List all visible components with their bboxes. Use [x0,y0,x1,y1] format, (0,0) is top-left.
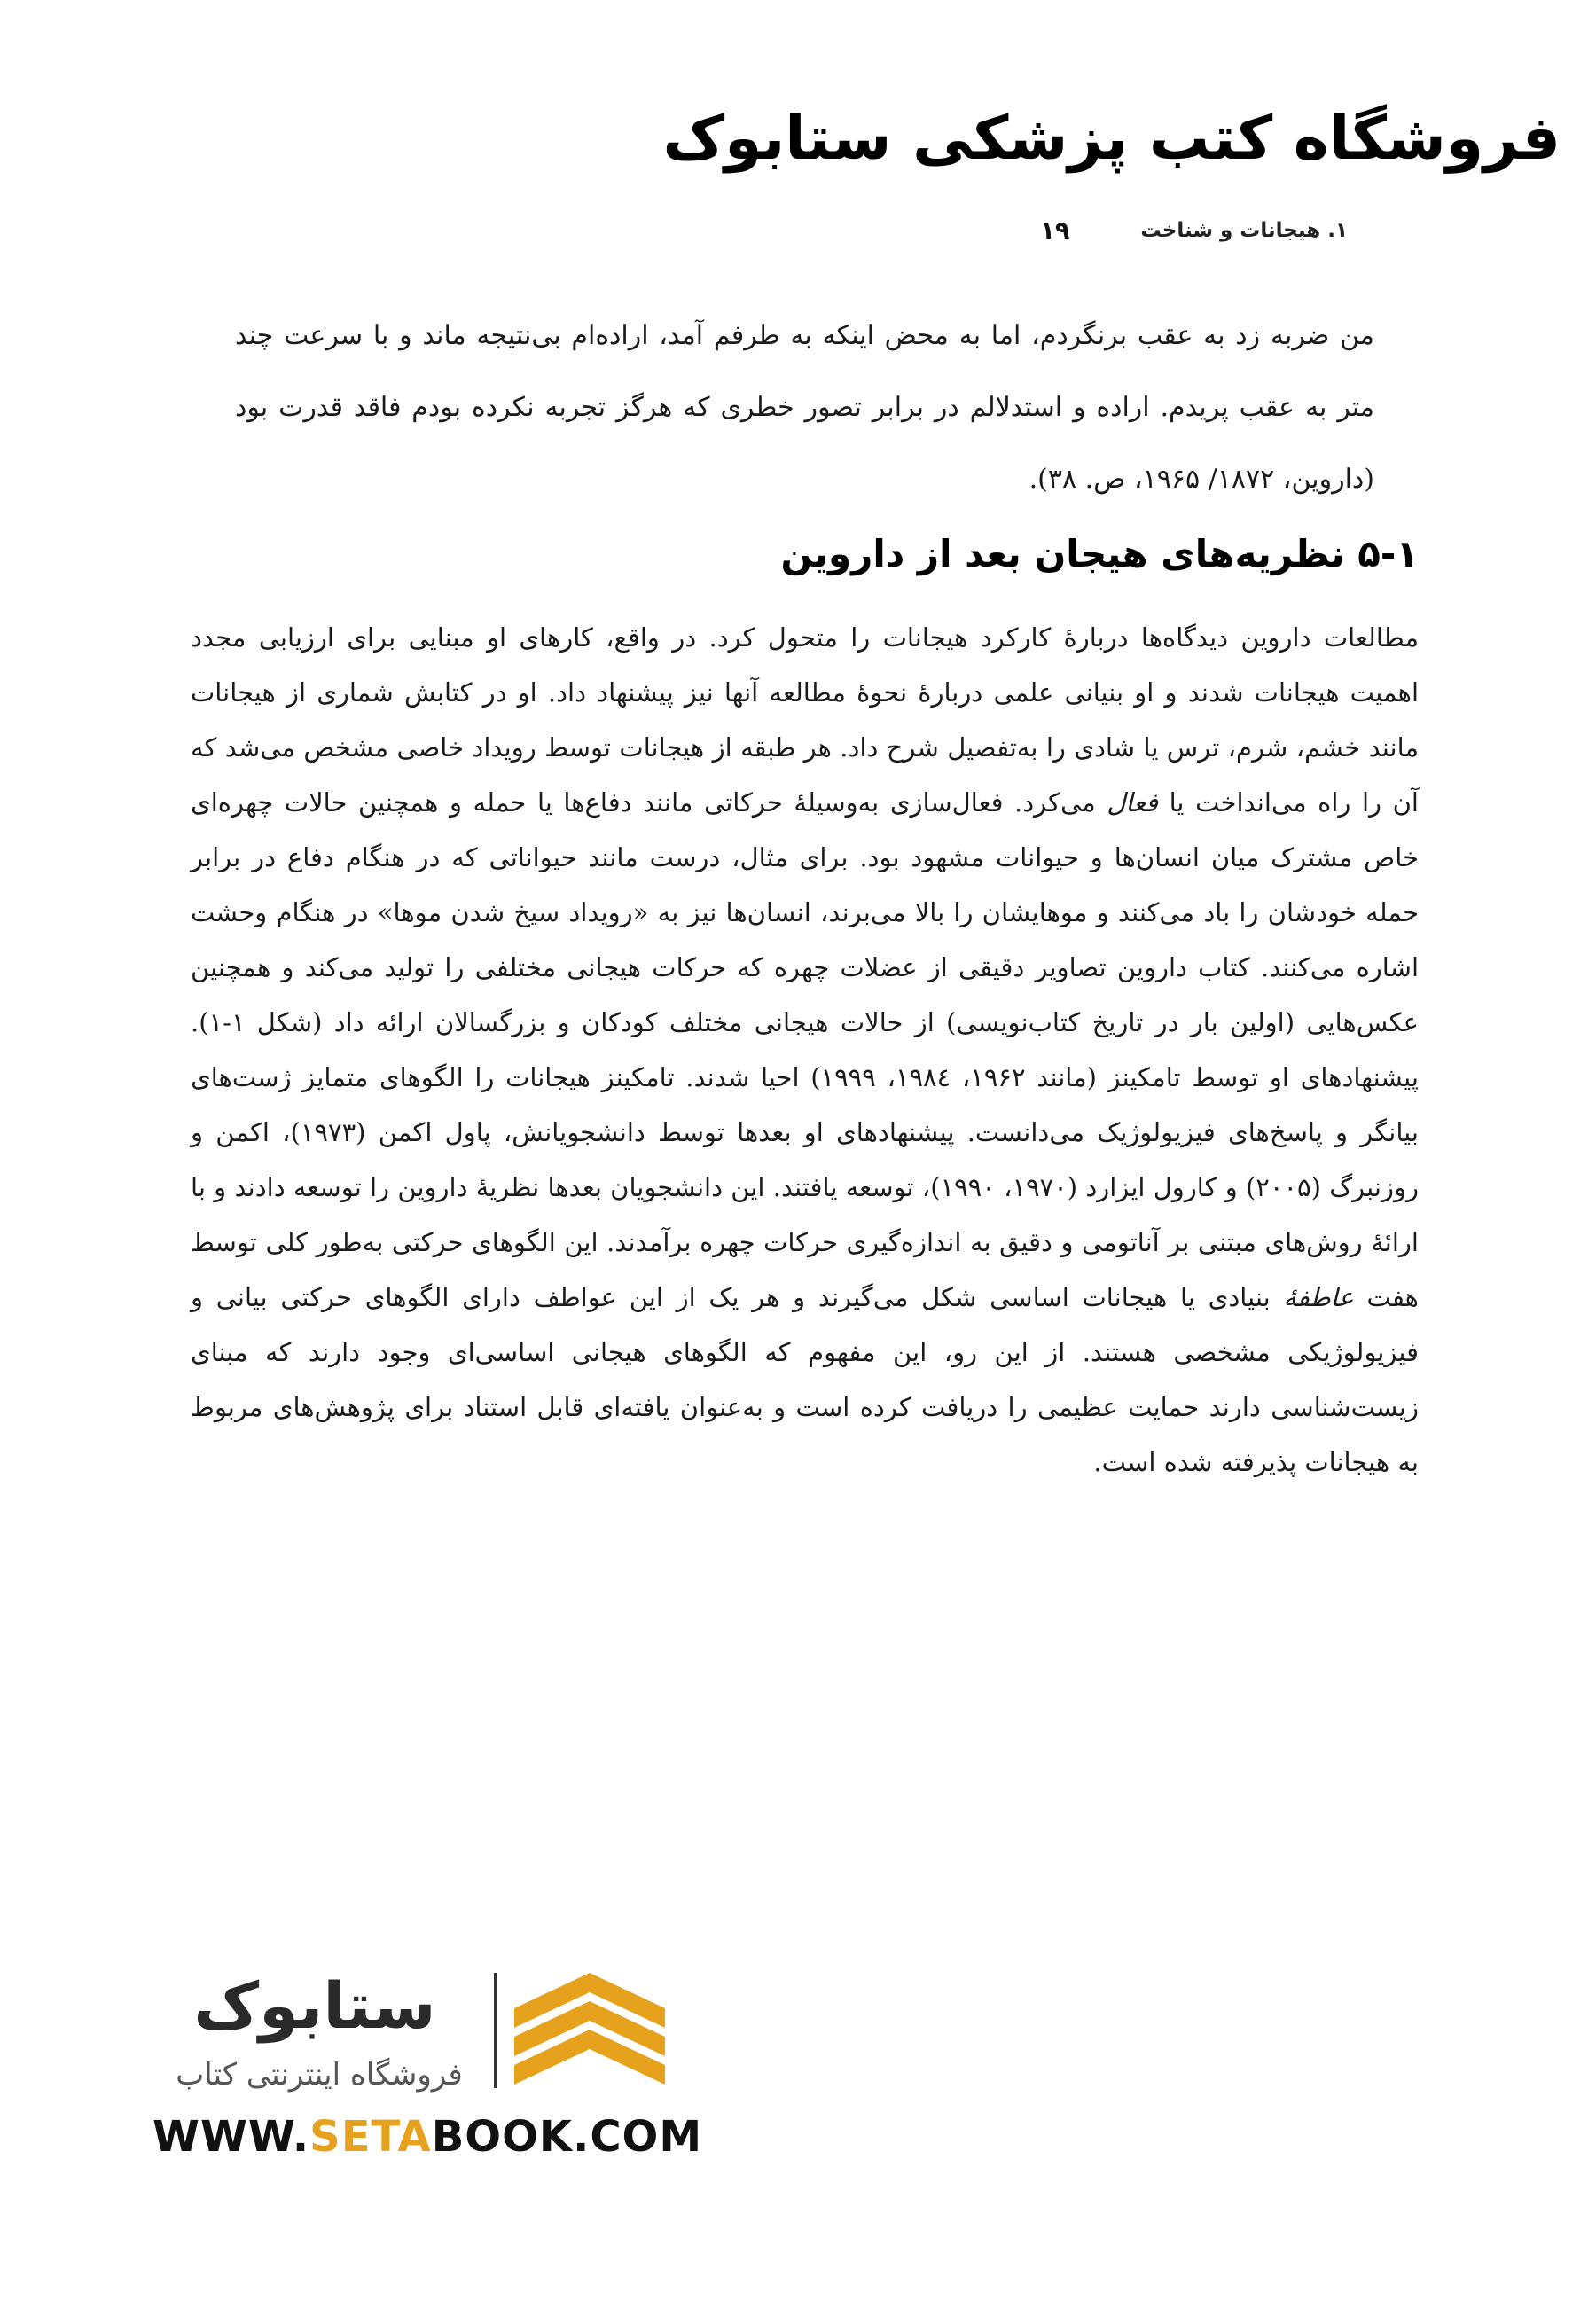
quote-block: من ضربه زد به عقب برنگردم، اما به محض اینکه به طرفم آمد، اراده‌ام بی‌نتیجه ماند و با سرعت چند متر به عقب پریدم. اراده و استدلالم در برابر تصور خطری که هرگز تجربه نکرده بودم فاقد قدرت بود (داروین، ۱۸۷۲/ ۱۹۶۵، ص. ۳۸). [235,320,1374,495]
book-stack-icon [505,1955,674,2097]
chapter-label: ۱. هیجانات و شناخت [1140,219,1348,242]
logo-divider [494,1973,497,2088]
url-accent: SETA [309,2112,432,2162]
body-text-part-3: بنیادی یا هیجانات اساسی شکل می‌گیرند و هر یک از این عواطف دارای الگوهای حرکتی بیانی و فیزیولوژیکی مشخصی هستند. از این رو، این مفهوم که الگوهای هیجانی اساسی‌ای وجود دارند که مبنای زیست‌شناسی دارند حمایت عظیمی را دریافت کرده است و به‌عنوان یافته‌ای قابل استناد برای پژوهش‌های مربوط به هیجانات پذیرفته شده است. [191,1282,1419,1477]
url-prefix: WWW. [153,2112,310,2162]
page-number: ۱۹ [1040,216,1070,245]
section-heading: ۵-۱ نظریه‌های هیجان بعد از داروین [780,532,1419,575]
site-url [153,2108,702,2165]
url-suffix: BOOK.COM [431,2112,703,2162]
site-title: فروشگاه کتب پزشکی ستابوک [662,104,1561,174]
section-body [191,610,1419,1490]
logo-subtitle: فروشگاه اینترنتی کتاب [176,2057,463,2093]
body-text-part-1: مطالعات داروین دیدگاه‌ها دربارهٔ کارکرد هیجانات را متحول کرد. در واقع، کارهای او مبنایی برای ارزیابی مجدد اهمیت هیجانات شدند و او بنیانی علمی دربارهٔ نحوهٔ مطالعه آنها نیز پیشنهاد داد. او در کتابش شماری از هیجانات مانند خشم، شرم، ترس یا شادی را به‌تفصیل شرح داد. هر طبقه از هیجانات توسط رویداد خاصی مشخص می‌شد که آن را راه می‌انداخت یا [191,622,1419,818]
body-text-part-2: می‌کرد. فعال‌سازی به‌وسیلهٔ حرکاتی مانند دفاع‌ها یا حمله و همچنین حالات چهره‌ای خاص مشترک میان انسان‌ها و حیوانات مشهود بود. برای مثال، درست مانند حیواناتی که در هنگام دفاع در برابر حمله خودشان را باد می‌کنند و موهایشان را بالا می‌برند، انسان‌ها نیز به «رویداد سیخ شدن موها» در هنگام وحشت اشاره می‌کنند. کتاب داروین تصاویر دقیقی از عضلات چهره که حرکات هیجانی مختلفی را تولید می‌کند و همچنین عکس‌هایی (اولین بار در تاریخ کتاب‌نویسی) از حالات هیجانی مختلف کودکان و بزرگسالان ارائه داد (شکل ۱-۱). پیشنهادهای او توسط تامکینز (مانند ۱۹۶۲، ۱۹۸٤، ۱۹۹۹) احیا شدند. تامکینز هیجانات را الگوهای متمایز ژست‌های بیانگر و پاسخ‌های فیزیولوژیک می‌دانست. پیشنهادهای او بعدها توسط دانشجویانش، پاول اکمن (۱۹۷۳)، اکمن و روزنبرگ (۲۰۰۵) و کارول ایزارد (۱۹۷۰، ۱۹۹۰)، توسعه یافتند. این دانشجویان بعدها نظریهٔ داروین را توسعه دادند و با ارائهٔ روش‌های مبتنی بر آناتومی و دقیق به اندازه‌گیری حرکات چهره برآمدند. این الگوهای حرکتی به‌طور کلی توسط هفت [191,787,1420,1312]
italic-term-emotion: عاطفهٔ [1283,1282,1354,1312]
running-head [191,213,1348,248]
logo-wordmark: ستابوک [193,1968,436,2043]
italic-term-active: فعال [1107,787,1158,818]
